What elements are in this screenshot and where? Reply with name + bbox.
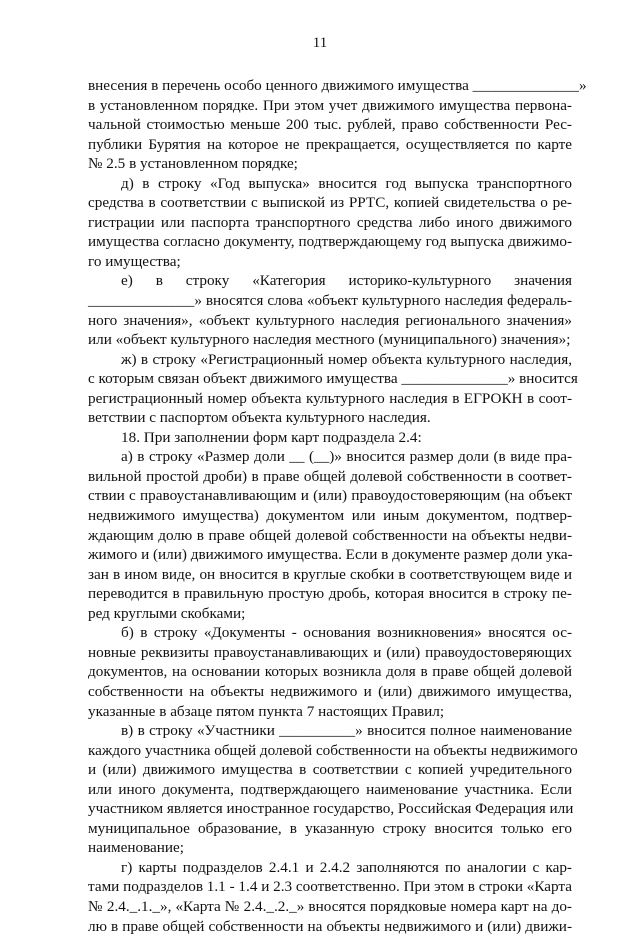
text-line: новные реквизиты правоустанавливающих и (или) правоудостоверяющих (88, 643, 572, 661)
page-number: 11 (312, 35, 328, 51)
text-line: переводится в правильную простую дробь, которая вносится в строку пе- (88, 585, 572, 603)
text-line: участником является иностранное государство, Российская Федерация или (88, 800, 574, 818)
text-line: в) в строку «Участники __________» вносится полное наименование (121, 722, 572, 740)
text-line: ного значения», «объект культурного наследия регионального значения» (88, 311, 572, 329)
text-line: тами подразделов 1.1 - 1.4 и 2.3 соответственно. При этом в строки «Карта (88, 878, 572, 896)
text-line: жимого и (или) движимого имущества. Если в документе размер доли ука- (88, 546, 573, 564)
text-line: № 2.5 в установленном порядке; (88, 155, 298, 173)
text-line: вильной простой дроби) в праве общей долевой собственности в соответ- (88, 467, 572, 485)
text-line: внесения в перечень особо ценного движимого имущества ______________» (88, 77, 587, 94)
text-line: каждого участника общей долевой собственности на объекты недвижимого (88, 741, 578, 759)
text-line: ж) в строку «Регистрационный номер объекта культурного наследия, (121, 350, 572, 368)
text-line: д) в строку «Год выпуска» вносится год выпуска транспортного (121, 174, 572, 192)
text-line: лю в праве общей собственности на объекты недвижимого и (или) движи- (88, 917, 572, 935)
document-body (88, 76, 587, 936)
text-line: регистрационный номер объекта культурного наследия в ЕГРОКН в соот- (88, 389, 572, 407)
text-line: чальной стоимостью меньше 200 тыс. рублей, право собственности Рес- (88, 116, 572, 134)
text-line: ждающим долю в праве общей долевой собственности на объекты недви- (88, 526, 572, 544)
text-line: ствии с правоустанавливающим и (или) правоудостоверяющим (на объект (88, 487, 572, 505)
text-line: средства в соответствии с выпиской из РРТС, копией свидетельства о ре- (88, 194, 572, 212)
text-line: б) в строку «Документы - основания возникновения» вносятся ос- (121, 624, 572, 642)
text-line: в установленном порядке. При этом учет движимого имущества первона- (88, 96, 572, 114)
text-line: ______________» вносятся слова «объект культурного наследия федераль- (88, 292, 572, 310)
text-line: с которым связан объект движимого имущества ______________» вносится (88, 370, 578, 388)
text-line: е) в строку «Категория историко-культурного значения (121, 272, 572, 290)
text-line: № 2.4._.1._», «Карта № 2.4._.2._» вносятся порядковые номера карт на до- (88, 897, 572, 915)
text-line: ветствии с паспортом объекта культурного наследия. (88, 409, 431, 427)
text-line: а) в строку «Размер доли __ (__)» вносится размер доли (в виде пра- (121, 448, 572, 466)
text-line: ред круглыми скобками; (88, 604, 246, 622)
text-line: гистрации или паспорта транспортного средства либо иного движимого (88, 213, 572, 231)
text-line: зан в ином виде, он вносится в круглые скобки в соответствующем виде и (88, 565, 572, 583)
text-line: наименование; (88, 839, 184, 857)
text-line: го имущества; (88, 252, 181, 270)
text-line: или иного документа, подтверждающего наименование участника. Если (88, 780, 572, 798)
text-line: имущества согласно документу, подтверждающему год выпуска движимо- (88, 233, 572, 251)
text-line: публики Бурятия на которое не прекращается, осуществляется по карте (88, 135, 572, 153)
text-line: или «объект культурного наследия местного (муниципального) значения»; (88, 331, 571, 349)
text-line: 18. При заполнении форм карт подраздела 2.4: (121, 428, 422, 446)
text-line: указанные в абзаце пятом пункта 7 настоящих Правил; (88, 702, 445, 720)
text-line: недвижимого имущества) документом или иным документом, подтвер- (88, 507, 572, 525)
text-line: документов, на основании которых возникла доля в праве общей долевой (88, 663, 572, 681)
text-line: собственности на объекты недвижимого и (или) движимого имущества, (88, 682, 572, 700)
text-line: и (или) движимого имущества в соответствии с копией учредительного (88, 761, 572, 779)
text-line: муниципальное образование, в указанную строку вносится только его (88, 819, 572, 837)
text-line: г) карты подразделов 2.4.1 и 2.4.2 заполняются по аналогии с кар- (121, 858, 572, 876)
